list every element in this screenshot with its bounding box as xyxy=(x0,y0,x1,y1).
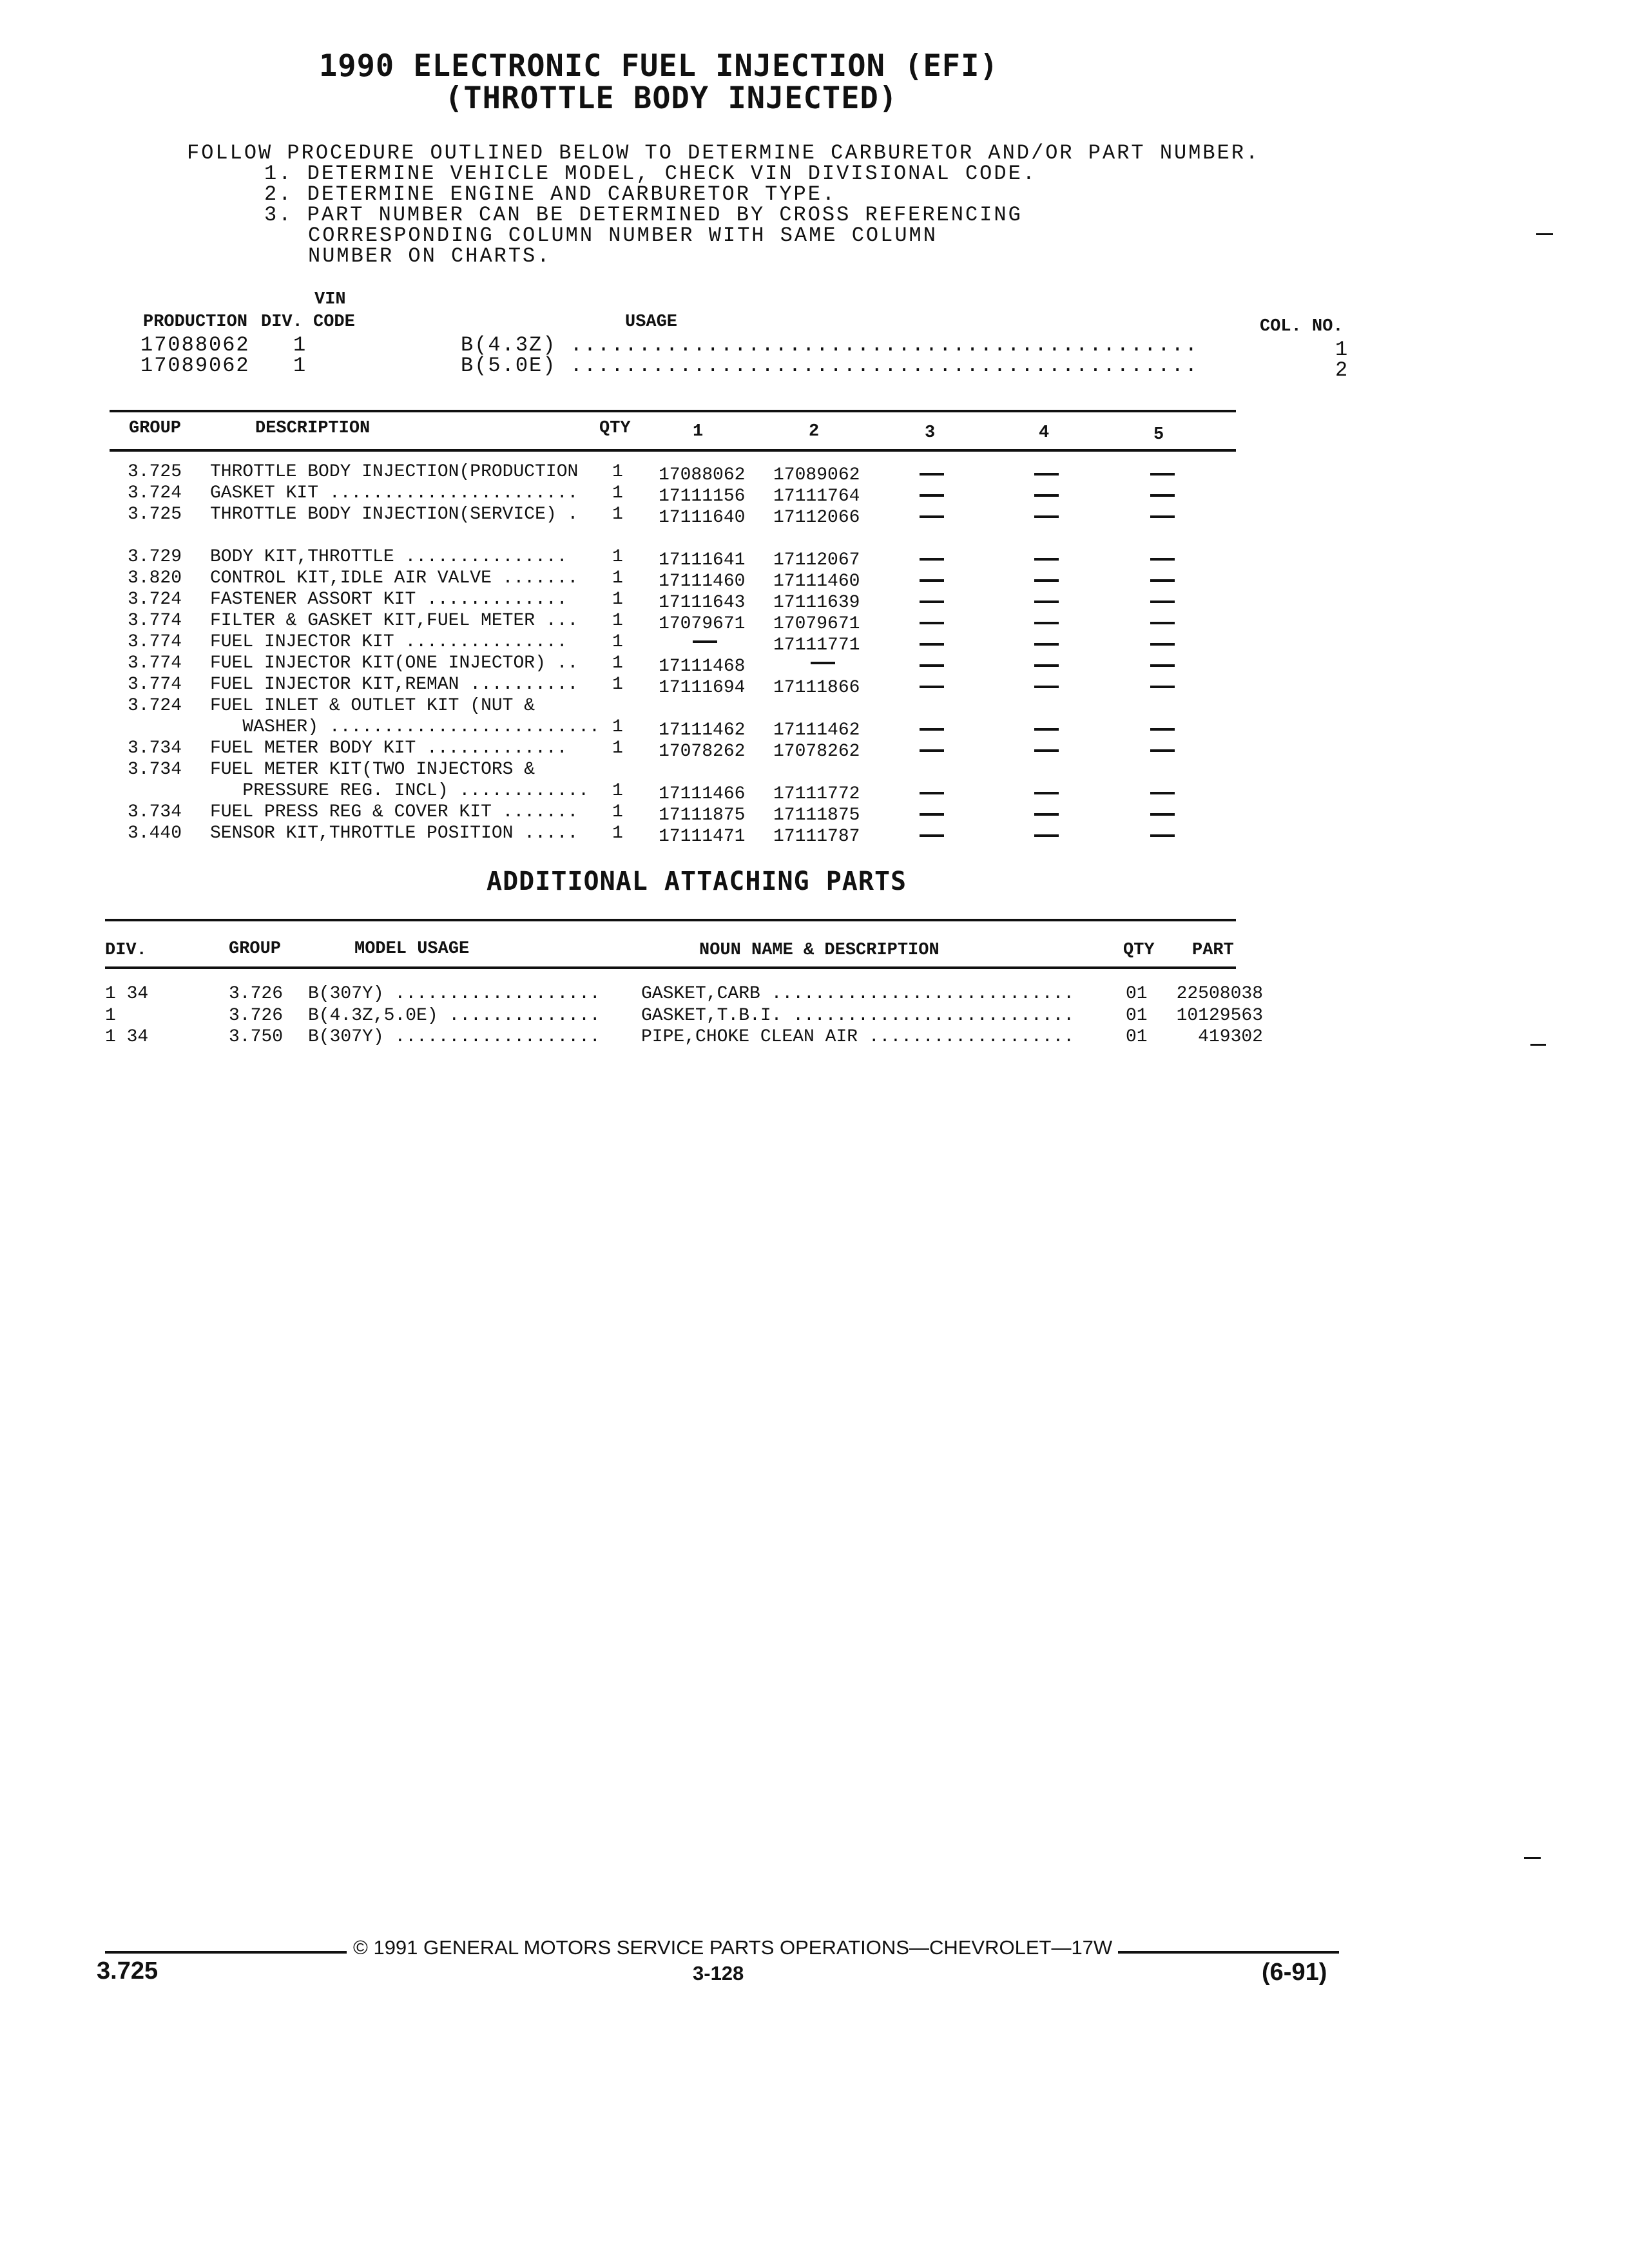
parts-col2-header: 2 xyxy=(809,422,820,441)
parts-col3-header: 3 xyxy=(925,423,936,443)
parts-col5-header: 5 xyxy=(1153,425,1164,445)
part-col5-dash xyxy=(1150,664,1175,667)
part-col4-dash xyxy=(1034,601,1059,603)
part-description: FUEL METER KIT(TWO INJECTORS & xyxy=(210,760,535,780)
part-col5-dash xyxy=(1150,494,1175,497)
additional-model-usage: B(4.3Z,5.0E) .............. xyxy=(308,1006,601,1026)
part-group: 3.724 xyxy=(128,696,182,716)
part-description: SENSOR KIT,THROTTLE POSITION ..... xyxy=(210,823,579,843)
additional-group: 3.726 xyxy=(229,1006,284,1026)
part-qty: 1 xyxy=(612,781,623,801)
part-qty: 1 xyxy=(612,823,623,843)
part-group: 3.734 xyxy=(128,802,182,822)
procedure-step-3: 3. PART NUMBER CAN BE DETERMINED BY CROSS REFERENCING xyxy=(264,203,1023,227)
part-col1: 17111694 xyxy=(659,678,746,698)
revision-date: (6-91) xyxy=(1262,1959,1327,1986)
part-description: FILTER & GASKET KIT,FUEL METER ... xyxy=(210,611,579,631)
part-col2: 17111639 xyxy=(773,593,860,613)
part-col1: 17111462 xyxy=(659,720,746,740)
part-description: THROTTLE BODY INJECTION(SERVICE) . xyxy=(210,505,579,524)
additional-group: 3.750 xyxy=(229,1027,284,1047)
page-number: 3-128 xyxy=(693,1962,744,1984)
parts-qty-header: QTY xyxy=(599,419,631,438)
parts-group-header: GROUP xyxy=(129,419,182,438)
part-group: 3.724 xyxy=(128,590,182,610)
part-col2: 17112066 xyxy=(773,508,860,528)
margin-mark xyxy=(1530,1044,1546,1046)
vin-div-code: 1 xyxy=(293,354,308,378)
part-description: FUEL INJECTOR KIT ............... xyxy=(210,632,568,652)
part-col1: 17111466 xyxy=(659,784,746,804)
part-description: CONTROL KIT,IDLE AIR VALVE ....... xyxy=(210,568,579,588)
part-qty: 1 xyxy=(612,675,623,695)
part-qty: 1 xyxy=(612,611,623,631)
part-col3-dash xyxy=(920,728,944,731)
additional-group-header: GROUP xyxy=(229,939,282,959)
col-no-header: COL. NO. xyxy=(1260,317,1344,336)
additional-part-number: 22508038 xyxy=(1176,984,1263,1004)
part-description: FUEL METER BODY KIT ............. xyxy=(210,738,568,758)
additional-group: 3.726 xyxy=(229,984,284,1004)
part-qty: 1 xyxy=(612,462,623,482)
part-col1: 17111471 xyxy=(659,827,746,847)
additional-parts-title: ADDITIONAL ATTACHING PARTS xyxy=(487,867,907,896)
part-col4-dash xyxy=(1034,686,1059,688)
part-col4-dash xyxy=(1034,728,1059,731)
part-col2: 17111764 xyxy=(773,486,860,506)
part-qty: 1 xyxy=(612,717,623,737)
part-col1: 17088062 xyxy=(659,465,746,485)
part-col4-dash xyxy=(1034,792,1059,794)
part-col5-dash xyxy=(1150,686,1175,688)
part-col5-dash xyxy=(1150,622,1175,624)
additional-div-header: DIV. xyxy=(105,941,147,960)
part-col1: 17111460 xyxy=(659,572,746,591)
part-col4-dash xyxy=(1034,494,1059,497)
parts-col4-header: 4 xyxy=(1039,423,1050,443)
additional-noun: GASKET,T.B.I. .......................... xyxy=(641,1006,1075,1026)
production-header: PRODUCTION xyxy=(143,312,248,332)
part-col1: 17111468 xyxy=(659,657,746,677)
part-col5-dash xyxy=(1150,728,1175,731)
part-col2: 17112067 xyxy=(773,550,860,570)
part-qty: 1 xyxy=(612,653,623,673)
additional-div: 1 xyxy=(105,1006,116,1026)
part-group: 3.725 xyxy=(128,505,182,524)
part-col3-dash xyxy=(920,622,944,624)
part-group: 3.729 xyxy=(128,547,182,567)
part-col4-dash xyxy=(1034,813,1059,816)
additional-model-usage: B(307Y) ................... xyxy=(308,1027,601,1047)
part-col2: 17079671 xyxy=(773,614,860,634)
part-col3-dash xyxy=(920,749,944,752)
page-title-line1: 1990 ELECTRONIC FUEL INJECTION (EFI) xyxy=(319,48,999,84)
parts-table-header-rule xyxy=(110,449,1236,452)
part-col5-dash xyxy=(1150,473,1175,476)
part-col3-dash xyxy=(920,664,944,667)
part-col5-dash xyxy=(1150,813,1175,816)
column-number: 1 xyxy=(1335,338,1350,361)
part-col5-dash xyxy=(1150,643,1175,646)
part-col2: 17078262 xyxy=(773,742,860,762)
part-qty: 1 xyxy=(612,505,623,524)
procedure-step-2: 2. DETERMINE ENGINE AND CARBURETOR TYPE. xyxy=(264,182,837,206)
part-col4-dash xyxy=(1034,515,1059,518)
part-col3-dash xyxy=(920,643,944,646)
part-col5-dash xyxy=(1150,579,1175,582)
part-qty: 1 xyxy=(612,547,623,567)
margin-mark xyxy=(1536,233,1553,235)
part-description: GASKET KIT ....................... xyxy=(210,483,579,503)
part-col2: 17111875 xyxy=(773,805,860,825)
vin-div-code: 1 xyxy=(293,333,308,357)
part-col3-dash xyxy=(920,473,944,476)
part-qty: 1 xyxy=(612,802,623,822)
part-col2: 17111866 xyxy=(773,678,860,698)
part-col2: 17111462 xyxy=(773,720,860,740)
procedure-step-3-cont1: CORRESPONDING COLUMN NUMBER WITH SAME COLUMN xyxy=(308,224,938,247)
footer-right-rule xyxy=(1118,1951,1339,1954)
part-qty: 1 xyxy=(612,738,623,758)
usage-value: B(4.3Z) .............................................. xyxy=(461,333,1199,357)
part-description: THROTTLE BODY INJECTION(PRODUCTION xyxy=(210,462,579,482)
part-col3-dash xyxy=(920,813,944,816)
part-col1-dash xyxy=(693,640,717,643)
part-group: 3.725 xyxy=(128,462,182,482)
part-col2: 17111772 xyxy=(773,784,860,804)
footer-left-rule xyxy=(105,1951,347,1954)
part-col2: 17089062 xyxy=(773,465,860,485)
additional-noun: GASKET,CARB ............................ xyxy=(641,984,1075,1004)
part-col4-dash xyxy=(1034,664,1059,667)
additional-part-number: 419302 xyxy=(1198,1027,1263,1047)
part-qty: 1 xyxy=(612,590,623,610)
part-col5-dash xyxy=(1150,792,1175,794)
part-col2: 17111787 xyxy=(773,827,860,847)
additional-qty-header: QTY xyxy=(1123,941,1155,960)
procedure-step-1: 1. DETERMINE VEHICLE MODEL, CHECK VIN DIVISIONAL CODE. xyxy=(264,162,1037,186)
additional-part-number: 10129563 xyxy=(1176,1006,1263,1026)
part-description: FUEL INJECTOR KIT(ONE INJECTOR) .. xyxy=(210,653,579,673)
part-col4-dash xyxy=(1034,473,1059,476)
part-col4-dash xyxy=(1034,558,1059,561)
part-col3-dash xyxy=(920,792,944,794)
page-title-line2: (THROTTLE BODY INJECTED) xyxy=(445,81,898,116)
production-number: 17089062 xyxy=(140,354,250,378)
part-group: 3.774 xyxy=(128,653,182,673)
usage-header: USAGE xyxy=(625,312,678,332)
part-col4-dash xyxy=(1034,749,1059,752)
part-col4-dash xyxy=(1034,643,1059,646)
additional-model-usage: B(307Y) ................... xyxy=(308,984,601,1004)
parts-description-header: DESCRIPTION xyxy=(255,419,371,438)
part-col1: 17111640 xyxy=(659,508,746,528)
parts-table-top-rule xyxy=(110,410,1236,412)
procedure-step-3-cont2: NUMBER ON CHARTS. xyxy=(308,244,552,268)
part-col3-dash xyxy=(920,579,944,582)
additional-noun: PIPE,CHOKE CLEAN AIR ................... xyxy=(641,1027,1075,1047)
additional-qty: 01 xyxy=(1126,1027,1148,1047)
part-group: 3.774 xyxy=(128,611,182,631)
additional-div: 1 34 xyxy=(105,1027,149,1047)
part-description: FUEL INLET & OUTLET KIT (NUT & xyxy=(210,696,535,716)
additional-top-rule xyxy=(105,919,1236,921)
part-col4-dash xyxy=(1034,579,1059,582)
column-number: 2 xyxy=(1335,358,1350,382)
part-col5-dash xyxy=(1150,601,1175,603)
part-col1: 17111875 xyxy=(659,805,746,825)
part-col3-dash xyxy=(920,558,944,561)
part-group: 3.440 xyxy=(128,823,182,843)
additional-header-rule xyxy=(105,966,1236,969)
part-col1: 17111643 xyxy=(659,593,746,613)
part-col4-dash xyxy=(1034,834,1059,837)
part-col5-dash xyxy=(1150,749,1175,752)
part-col2: 17111460 xyxy=(773,572,860,591)
part-description: FUEL INJECTOR KIT,REMAN .......... xyxy=(210,675,579,695)
part-col5-dash xyxy=(1150,834,1175,837)
part-description: FASTENER ASSORT KIT ............. xyxy=(210,590,568,610)
part-qty: 1 xyxy=(612,632,623,652)
production-number: 17088062 xyxy=(140,333,250,357)
part-col1: 17111641 xyxy=(659,550,746,570)
part-col3-dash xyxy=(920,686,944,688)
part-description: BODY KIT,THROTTLE ............... xyxy=(210,547,568,567)
additional-qty: 01 xyxy=(1126,1006,1148,1026)
part-col2: 17111771 xyxy=(773,635,860,655)
part-group: 3.734 xyxy=(128,760,182,780)
part-description: WASHER) ......................... xyxy=(210,717,600,737)
usage-value: B(5.0E) .............................................. xyxy=(461,354,1199,378)
part-col4-dash xyxy=(1034,622,1059,624)
part-group: 3.724 xyxy=(128,483,182,503)
part-description: FUEL PRESS REG & COVER KIT ....... xyxy=(210,802,579,822)
additional-model-usage-header: MODEL USAGE xyxy=(354,939,470,959)
copyright-text: © 1991 GENERAL MOTORS SERVICE PARTS OPERATIONS—CHEVROLET—17W xyxy=(353,1936,1113,1959)
vin-header: VIN xyxy=(314,290,346,309)
part-col3-dash xyxy=(920,601,944,603)
additional-noun-header: NOUN NAME & DESCRIPTION xyxy=(699,941,940,960)
part-col5-dash xyxy=(1150,515,1175,518)
part-group: 3.774 xyxy=(128,675,182,695)
part-col3-dash xyxy=(920,494,944,497)
margin-mark xyxy=(1524,1857,1541,1859)
part-qty: 1 xyxy=(612,568,623,588)
part-col3-dash xyxy=(920,515,944,518)
section-number: 3.725 xyxy=(97,1957,159,1984)
part-group: 3.820 xyxy=(128,568,182,588)
part-group: 3.734 xyxy=(128,738,182,758)
part-col5-dash xyxy=(1150,558,1175,561)
part-group: 3.774 xyxy=(128,632,182,652)
additional-part-header: PART xyxy=(1192,941,1234,960)
additional-qty: 01 xyxy=(1126,984,1148,1004)
part-col3-dash xyxy=(920,834,944,837)
procedure-intro: FOLLOW PROCEDURE OUTLINED BELOW TO DETERMINE CARBURETOR AND/OR PART NUMBER. xyxy=(187,141,1260,165)
part-col1: 17078262 xyxy=(659,742,746,762)
part-description: PRESSURE REG. INCL) ............ xyxy=(210,781,590,801)
part-qty: 1 xyxy=(612,483,623,503)
parts-col1-header: 1 xyxy=(693,422,704,441)
part-col1: 17079671 xyxy=(659,614,746,634)
part-col1: 17111156 xyxy=(659,486,746,506)
div-code-header: DIV. CODE xyxy=(261,312,355,332)
additional-div: 1 34 xyxy=(105,984,149,1004)
part-col2-dash xyxy=(811,662,835,664)
